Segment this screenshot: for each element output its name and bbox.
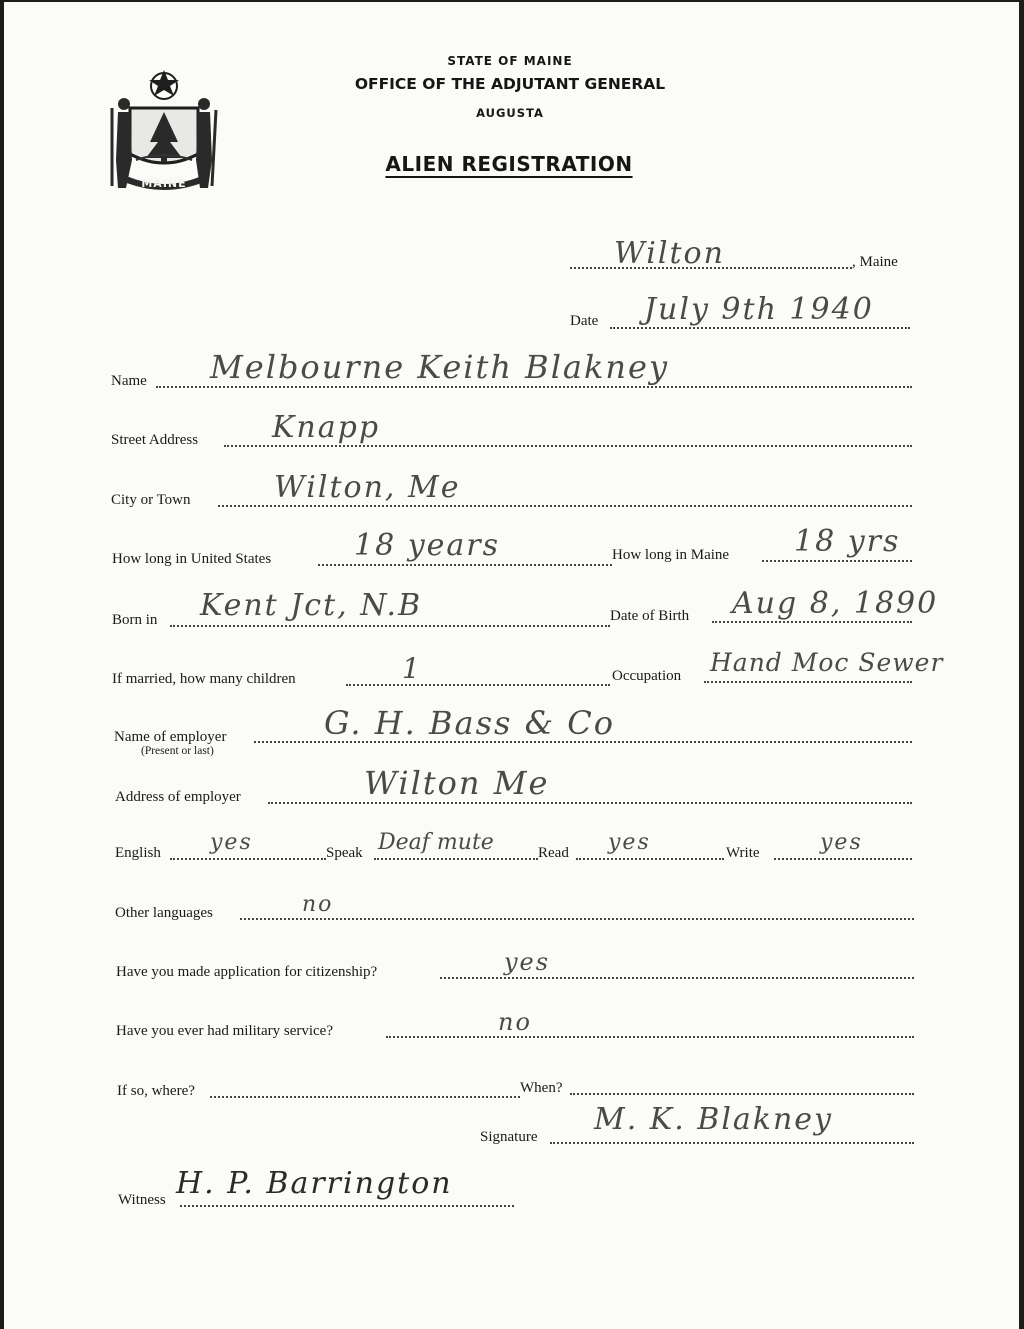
other-languages-line: [240, 918, 914, 920]
date-label: Date: [570, 313, 599, 329]
date-line: [610, 327, 910, 329]
children-line: [346, 684, 610, 686]
seal-banner-text: MAINE: [141, 177, 187, 190]
city-or-town-label: City or Town: [111, 492, 191, 508]
employer-name-sublabel: (Present or last): [141, 745, 214, 757]
street-address-entry: Knapp: [272, 410, 381, 445]
date-of-birth-label: Date of Birth: [610, 608, 690, 624]
name-label: Name: [111, 373, 147, 389]
header-office: OFFICE OF THE ADJUTANT GENERAL: [354, 75, 666, 93]
signature-line: [550, 1142, 914, 1144]
write-line: [774, 858, 912, 860]
how-long-us-label: How long in United States: [112, 551, 272, 567]
how-long-maine-entry: 18 yrs: [794, 524, 901, 559]
born-in-entry: Kent Jct, N.B: [200, 588, 423, 623]
citizenship-line: [440, 977, 914, 979]
date-of-birth-line: [712, 621, 912, 623]
speak-line: [374, 858, 538, 860]
town-entry: Wilton: [614, 236, 725, 271]
write-label: Write: [726, 845, 760, 861]
city-or-town-line: [218, 505, 912, 507]
born-in-line: [170, 625, 610, 627]
how-long-us-entry: 18 years: [354, 528, 501, 563]
speak-entry: Deaf mute: [378, 830, 494, 855]
speak-label: Speak: [326, 845, 363, 861]
if-so-where-label: If so, where?: [117, 1083, 195, 1099]
witness-entry: H. P. Barrington: [176, 1166, 453, 1201]
header-city: AUGUSTA: [476, 106, 544, 120]
write-entry: yes: [820, 830, 863, 855]
how-long-maine-line: [762, 560, 912, 562]
born-in-label: Born in: [112, 612, 158, 628]
occupation-entry: Hand Moc Sewer: [710, 648, 944, 677]
when-line: [570, 1093, 914, 1095]
english-label: English: [115, 845, 161, 861]
citizenship-entry: yes: [504, 948, 551, 976]
date-entry: July 9th 1940: [644, 292, 874, 327]
children-label: If married, how many children: [112, 671, 296, 687]
how-long-us-line: [318, 564, 612, 566]
military-entry: no: [498, 1008, 532, 1036]
signature-entry: M. K. Blakney: [594, 1102, 834, 1137]
other-languages-label: Other languages: [115, 905, 213, 921]
name-line: [156, 386, 912, 388]
read-entry: yes: [608, 830, 651, 855]
header-state: STATE OF MAINE: [447, 54, 573, 68]
maine-label: , Maine: [852, 254, 898, 270]
city-or-town-entry: Wilton, Me: [274, 470, 461, 505]
employer-name-entry: G. H. Bass & Co: [324, 704, 616, 742]
how-long-maine-label: How long in Maine: [612, 547, 730, 563]
english-line: [170, 858, 326, 860]
street-address-line: [224, 445, 912, 447]
children-entry: 1: [402, 652, 422, 685]
occupation-label: Occupation: [612, 668, 682, 684]
military-line: [386, 1036, 914, 1038]
signature-label: Signature: [480, 1129, 538, 1145]
employer-name-label: Name of employer: [114, 729, 227, 745]
maine-state-seal-icon: [108, 68, 220, 194]
date-of-birth-entry: Aug 8, 1890: [732, 586, 939, 621]
other-languages-entry: no: [302, 892, 334, 917]
if-so-where-line: [210, 1096, 520, 1098]
form-title: ALIEN REGISTRATION: [385, 152, 633, 176]
military-label: Have you ever had military service?: [116, 1023, 333, 1039]
employer-address-line: [268, 802, 912, 804]
street-address-label: Street Address: [111, 432, 199, 448]
name-entry: Melbourne Keith Blakney: [210, 348, 670, 386]
employer-address-entry: Wilton Me: [364, 764, 550, 802]
read-line: [576, 858, 724, 860]
citizenship-label: Have you made application for citizenship?: [116, 964, 378, 980]
employer-address-label: Address of employer: [115, 789, 241, 805]
english-entry: yes: [210, 830, 253, 855]
occupation-line: [704, 681, 912, 683]
witness-label: Witness: [118, 1192, 166, 1208]
read-label: Read: [538, 845, 569, 861]
when-label: When?: [520, 1080, 563, 1096]
witness-line: [180, 1205, 514, 1207]
